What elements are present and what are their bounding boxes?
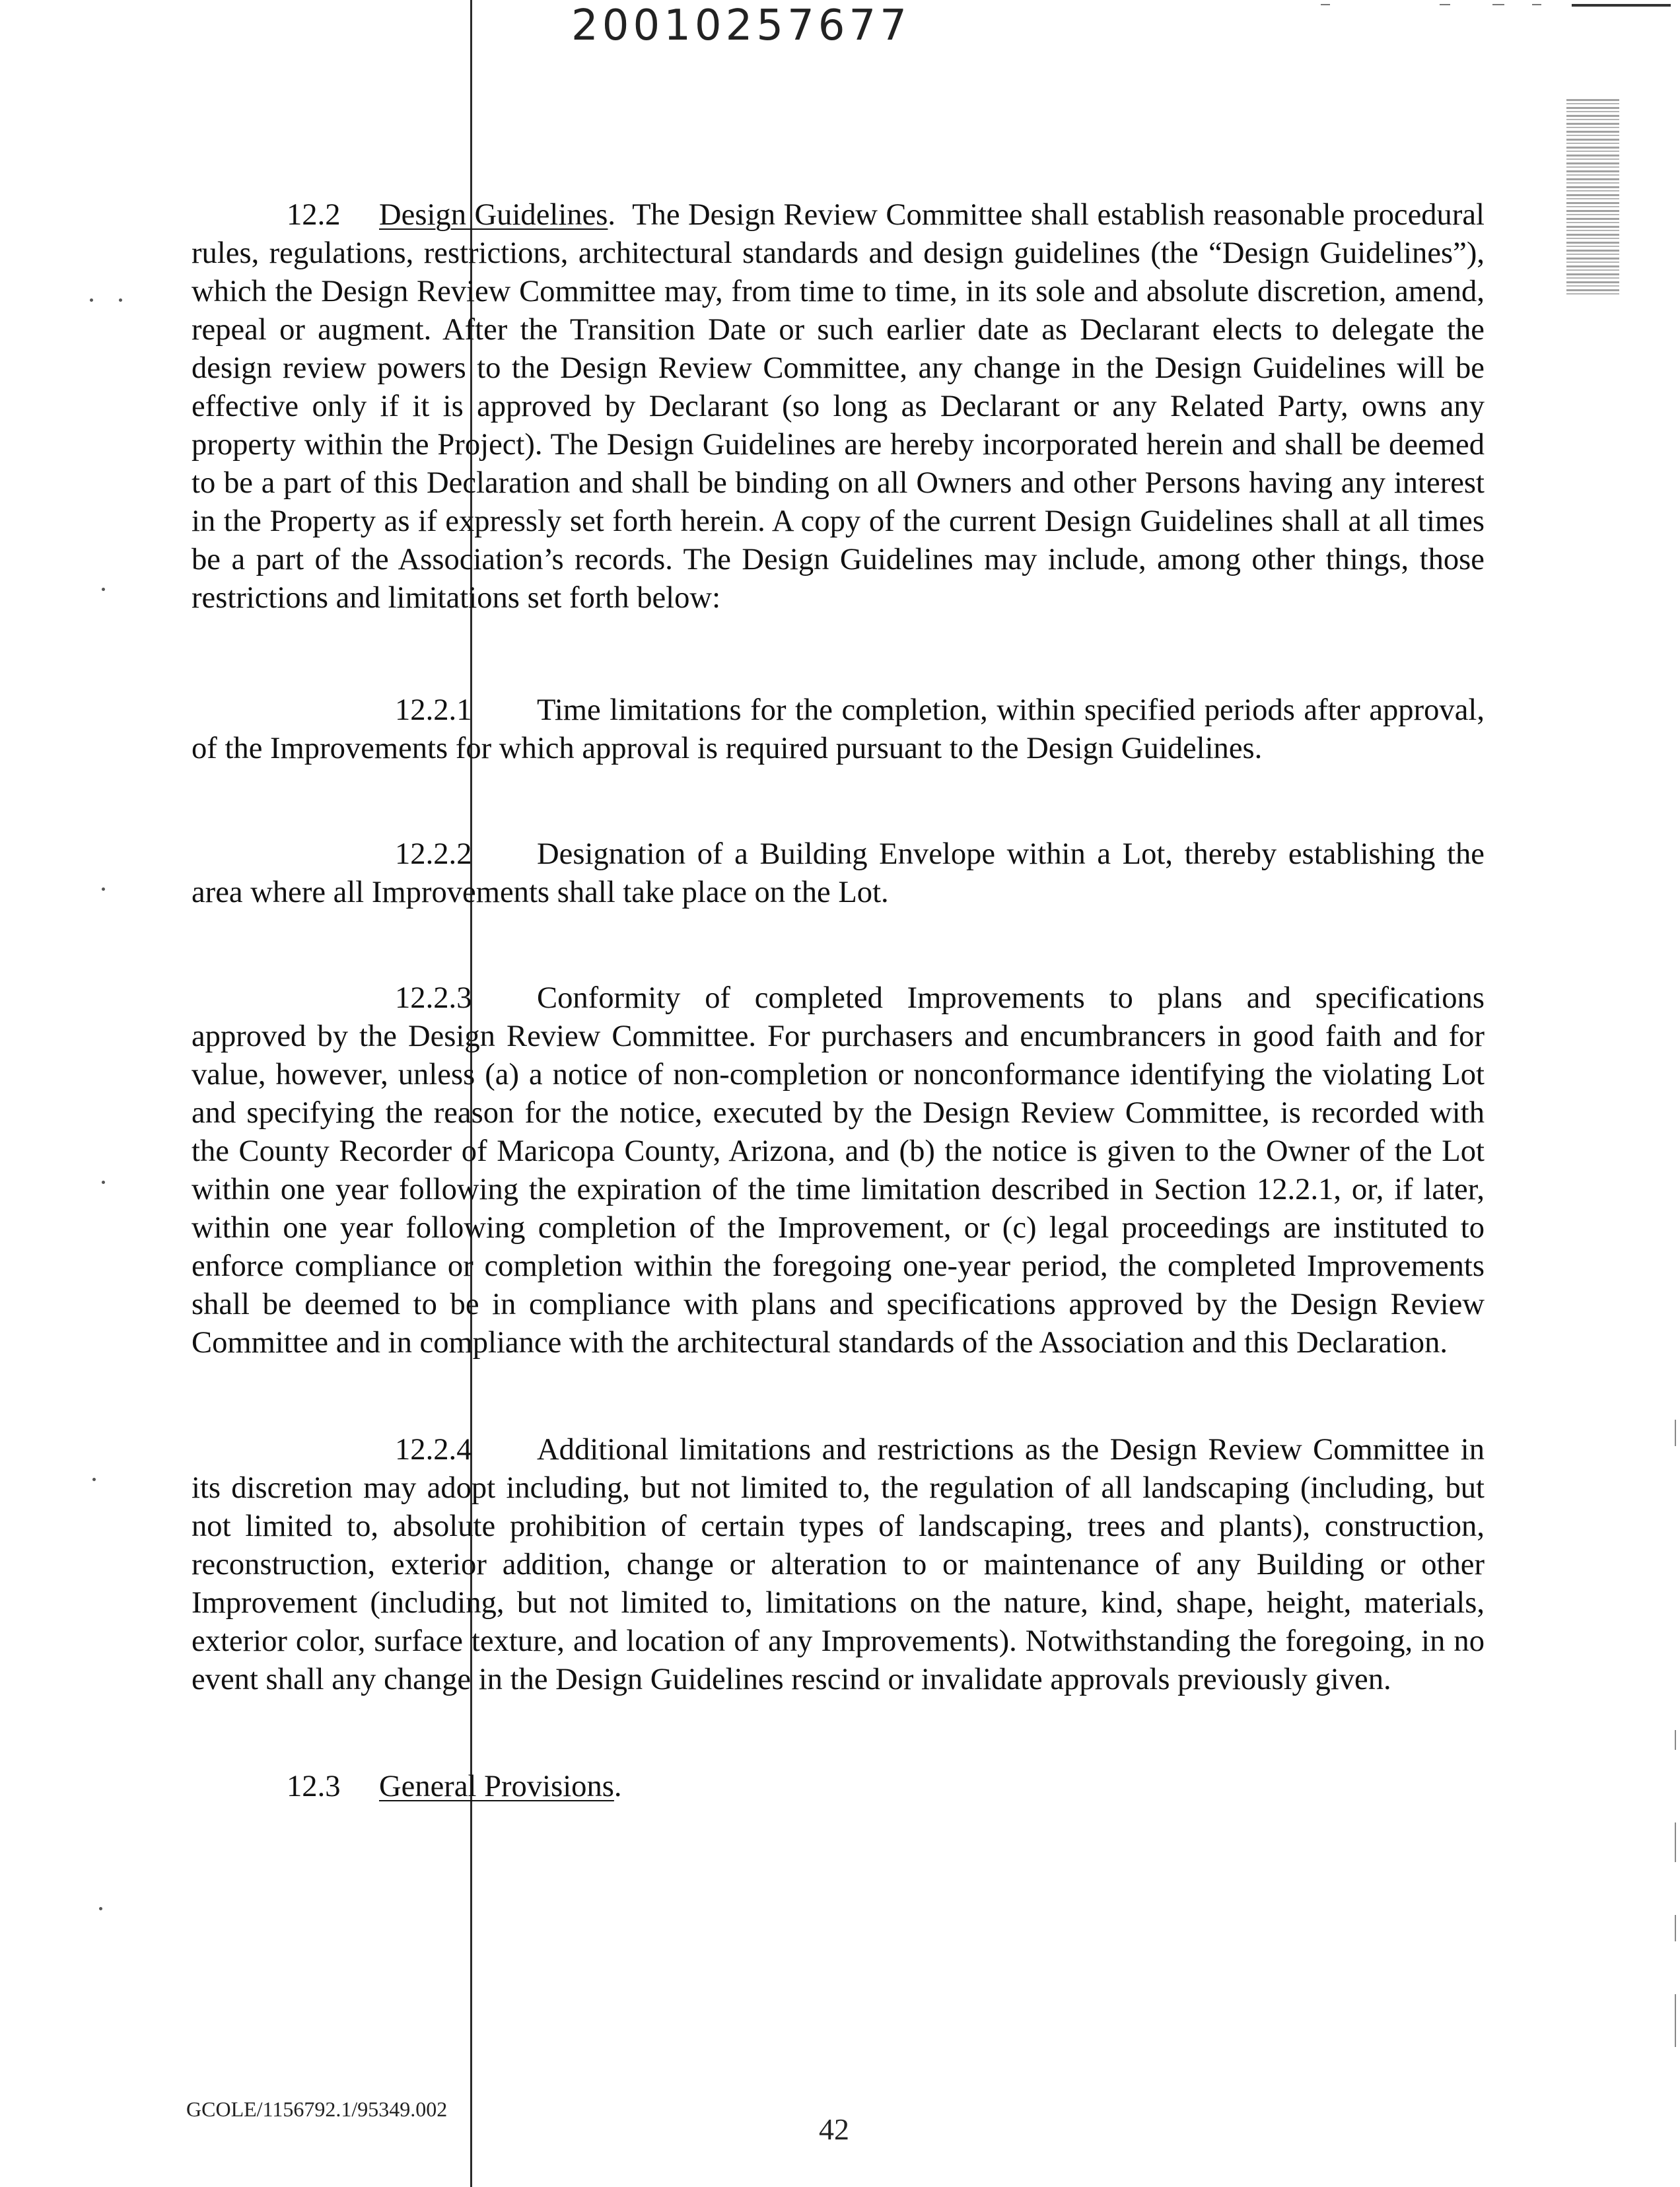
subsection-12-2-1	[192, 691, 1485, 767]
margin-mark	[119, 298, 122, 302]
margin-mark	[90, 298, 93, 302]
section-number: 12.3	[287, 1769, 341, 1803]
margin-mark	[102, 1181, 105, 1184]
scan-artifact-dash	[1532, 4, 1541, 5]
recording-number: 20010257677	[571, 1, 911, 50]
margin-mark	[99, 1907, 102, 1910]
margin-mark	[102, 887, 105, 891]
document-body	[192, 195, 1485, 1805]
section-number: 12.2	[287, 197, 341, 232]
footer-file-id: GCOLE/1156792.1/95349.002	[186, 2097, 448, 2121]
scan-artifact-dash	[1675, 1994, 1676, 2047]
subsection-number: 12.2.3	[395, 981, 472, 1015]
section-title-period: .	[608, 197, 616, 232]
subsection-number: 12.2.4	[395, 1432, 472, 1467]
subsection-number: 12.2.1	[395, 693, 472, 727]
scan-artifact-dash	[1440, 4, 1450, 5]
subsection-text: Additional limitations and restrictions as the Design Review Committee in its discretion may adopt including, but not limited to, the regulation of all landscaping (including, but not limited to, absolute prohibition of certain types of landscaping, trees and plants), construction, reconstruction, exterior addition, change or alteration to or maintenance of any Building or other Improvement (including, but not limited to, limitations on the nature, kind, shape, height, materials, exterior color, surface texture, and location of any Improvements). Notwithstanding the foregoing, in no event shall any change in the Design Guidelines rescind or invalidate approvals previously given.	[192, 1432, 1485, 1696]
recording-barcode	[1566, 99, 1619, 297]
section-title: General Provisions	[379, 1769, 614, 1803]
section-12-2	[192, 195, 1485, 617]
scan-artifact-dash	[1675, 1822, 1676, 1862]
section-title-period: .	[613, 1769, 622, 1803]
margin-mark	[102, 588, 105, 591]
section-title: Design Guidelines	[379, 197, 608, 232]
scan-artifact-dash	[1675, 1730, 1676, 1750]
section-body: The Design Review Committee shall establish reasonable procedural rules, regulations, restrictions, architectural standards and design guidelines (the “Design Guidelines”), which the Design Review Committee may, from time to time, in its sole and absolute discretion, amend, repeal or augment. After the Transition Date or such earlier date as Declarant elects to delegate the design review powers to the Design Review Committee, any change in the Design Guidelines will be effective only if it is approved by Declarant (so long as Declarant or any Related Party, owns any property within the Project). The Design Guidelines are hereby incorporated herein and shall be deemed to be a part of this Declaration and shall be binding on all Owners and other Persons having any interest in the Property as if expressly set forth herein. A copy of the current Design Guidelines shall at all times be a part of the Association’s records. The Design Guidelines may include, among other things, those restrictions and limitations set forth below:	[192, 197, 1485, 615]
subsection-12-2-4	[192, 1430, 1485, 1698]
subsection-number: 12.2.2	[395, 837, 472, 871]
scan-artifact-rule	[1572, 4, 1671, 7]
scan-artifact-dash	[1321, 4, 1330, 5]
subsection-12-2-2	[192, 835, 1485, 911]
scan-artifact-dash	[1675, 1420, 1676, 1446]
subsection-text: Designation of a Building Envelope within a Lot, thereby establishing the area where all Improvements shall take place on the Lot.	[192, 837, 1485, 909]
section-12-3	[192, 1767, 1485, 1805]
subsection-12-2-3	[192, 979, 1485, 1362]
margin-mark	[92, 1478, 96, 1481]
scan-artifact-dash	[1675, 1915, 1676, 1941]
page-number: 42	[819, 2112, 849, 2146]
subsection-text: Conformity of completed Improvements to plans and specifications approved by the Design Review Committee. For purchasers and encumbrancers in good faith and for value, however, unless (a) a notice of non-completion or nonconformance identifying the violating Lot and specifying the reason for the notice, executed by the Design Review Committee, is recorded with the County Recorder of Maricopa County, Arizona, and (b) the notice is given to the Owner of the Lot within one year following the expiration of the time limitation described in Section 12.2.1, or, if later, within one year following completion of the Improvement, or (c) legal proceedings are instituted to enforce compliance or completion within the foregoing one-year period, the completed Improvements shall be deemed to be in compliance with plans and specifications approved by the Design Review Committee and in compliance with the architectural standards of the Association and this Declaration.	[192, 981, 1485, 1360]
scan-artifact-dash	[1492, 4, 1504, 5]
subsection-text: Time limitations for the completion, within specified periods after approval, of the Improvements for which approval is required pursuant to the Design Guidelines.	[192, 693, 1485, 765]
